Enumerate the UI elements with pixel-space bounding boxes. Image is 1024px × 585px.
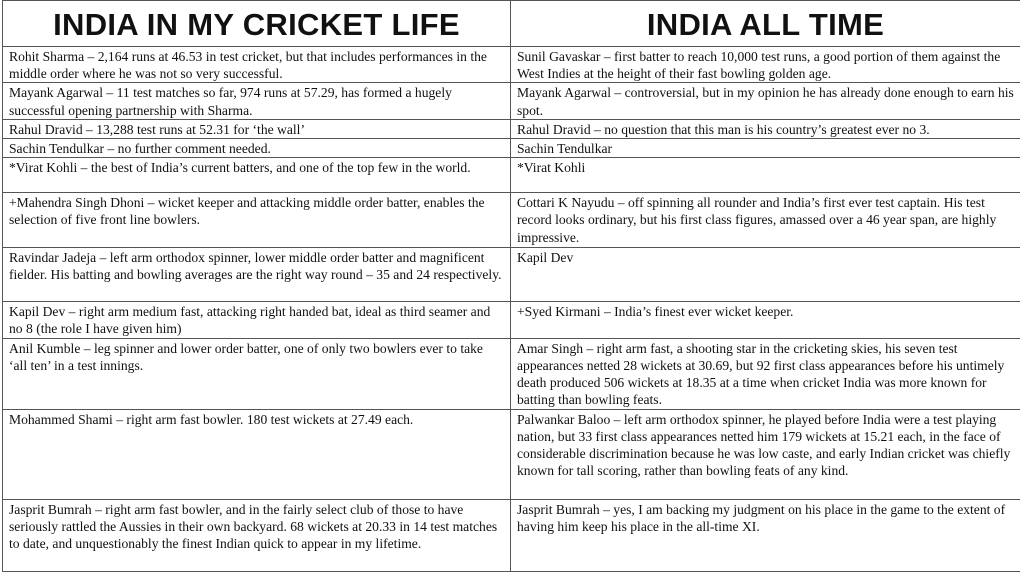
header-row <box>3 1 1021 47</box>
table-row <box>3 193 1021 248</box>
document-page <box>2 0 1020 585</box>
table-row <box>3 119 1021 138</box>
cell-my-era-player: Rohit Sharma – 2,164 runs at 46.53 in test cricket, but that includes performances in the middle order where he was not so very successful. <box>3 47 511 83</box>
cell-my-era-player: Ravindar Jadeja – left arm orthodox spinner, lower middle order batter and magnificent fielder. His batting and bowling averages are the right way round – 35 and 24 respectively. <box>3 248 511 302</box>
cell-all-time-player: Mayank Agarwal – controversial, but in my opinion he has already done enough to earn his spot. <box>511 83 1021 119</box>
cell-all-time-player: Jasprit Bumrah – yes, I am backing my judgment on his place in the game to the extent of having him keep his place in the all-time XI. <box>511 499 1021 571</box>
table-row <box>3 248 1021 302</box>
cell-all-time-player: +Syed Kirmani – India’s finest ever wicket keeper. <box>511 302 1021 338</box>
cell-all-time-player: Amar Singh – right arm fast, a shooting star in the cricketing skies, his seven test appearances netted 28 wickets at 30.69, but 92 first class appearances before his untimely death produced 506 wickets at 18.35 at a time when cricket India was more known for batting than bowling feats. <box>511 338 1021 409</box>
table-row <box>3 338 1021 409</box>
table-row <box>3 158 1021 193</box>
comparison-table <box>2 0 1020 572</box>
cell-all-time-player: Palwankar Baloo – left arm orthodox spinner, he played before India were a test playing nation, but 33 first class appearances netted him 179 wickets at 15.21 each, in the face of considerable discrimination because he was low caste, and early Indian cricket was chiefly known for tall scoring, rather than bowling feats of any kind. <box>511 409 1021 499</box>
cell-my-era-player: Jasprit Bumrah – right arm fast bowler, and in the fairly select club of those to have seriously rattled the Aussies in their own backyard. 68 wickets at 20.33 in 14 test matches to date, and unquestionably the finest Indian quick to appear in my lifetime. <box>3 499 511 571</box>
table-row <box>3 302 1021 338</box>
cell-my-era-player: Anil Kumble – leg spinner and lower order batter, one of only two bowlers ever to take ‘all ten’ in a test innings. <box>3 338 511 409</box>
cell-all-time-player: Cottari K Nayudu – off spinning all rounder and India’s first ever test captain. His test record looks ordinary, but his first class figures, amassed over a 46 year span, are highly impressive. <box>511 193 1021 248</box>
cell-my-era-player: Mayank Agarwal – 11 test matches so far, 974 runs at 57.29, has formed a hugely successful opening partnership with Sharma. <box>3 83 511 119</box>
cell-all-time-player: Kapil Dev <box>511 248 1021 302</box>
cell-my-era-player: *Virat Kohli – the best of India’s current batters, and one of the top few in the world. <box>3 158 511 193</box>
cell-all-time-player: Sachin Tendulkar <box>511 139 1021 158</box>
cell-all-time-player: Rahul Dravid – no question that this man is his country’s greatest ever no 3. <box>511 119 1021 138</box>
cell-all-time-player: Sunil Gavaskar – first batter to reach 10,000 test runs, a good portion of them against the West Indies at the height of their fast bowling golden age. <box>511 47 1021 83</box>
cell-my-era-player: Mohammed Shami – right arm fast bowler. 180 test wickets at 27.49 each. <box>3 409 511 499</box>
cell-all-time-player: *Virat Kohli <box>511 158 1021 193</box>
table-row <box>3 499 1021 571</box>
table-row <box>3 409 1021 499</box>
header-india-all-time: INDIA ALL TIME <box>511 1 1021 47</box>
header-india-in-my-cricket-life: INDIA IN MY CRICKET LIFE <box>3 1 511 47</box>
cell-my-era-player: Kapil Dev – right arm medium fast, attacking right handed bat, ideal as third seamer and no 8 (the role I have given him) <box>3 302 511 338</box>
cell-my-era-player: +Mahendra Singh Dhoni – wicket keeper and attacking middle order batter, enables the selection of five front line bowlers. <box>3 193 511 248</box>
table-row <box>3 47 1021 83</box>
table-row <box>3 139 1021 158</box>
table-row <box>3 83 1021 119</box>
cell-my-era-player: Rahul Dravid – 13,288 test runs at 52.31 for ‘the wall’ <box>3 119 511 138</box>
cell-my-era-player: Sachin Tendulkar – no further comment needed. <box>3 139 511 158</box>
